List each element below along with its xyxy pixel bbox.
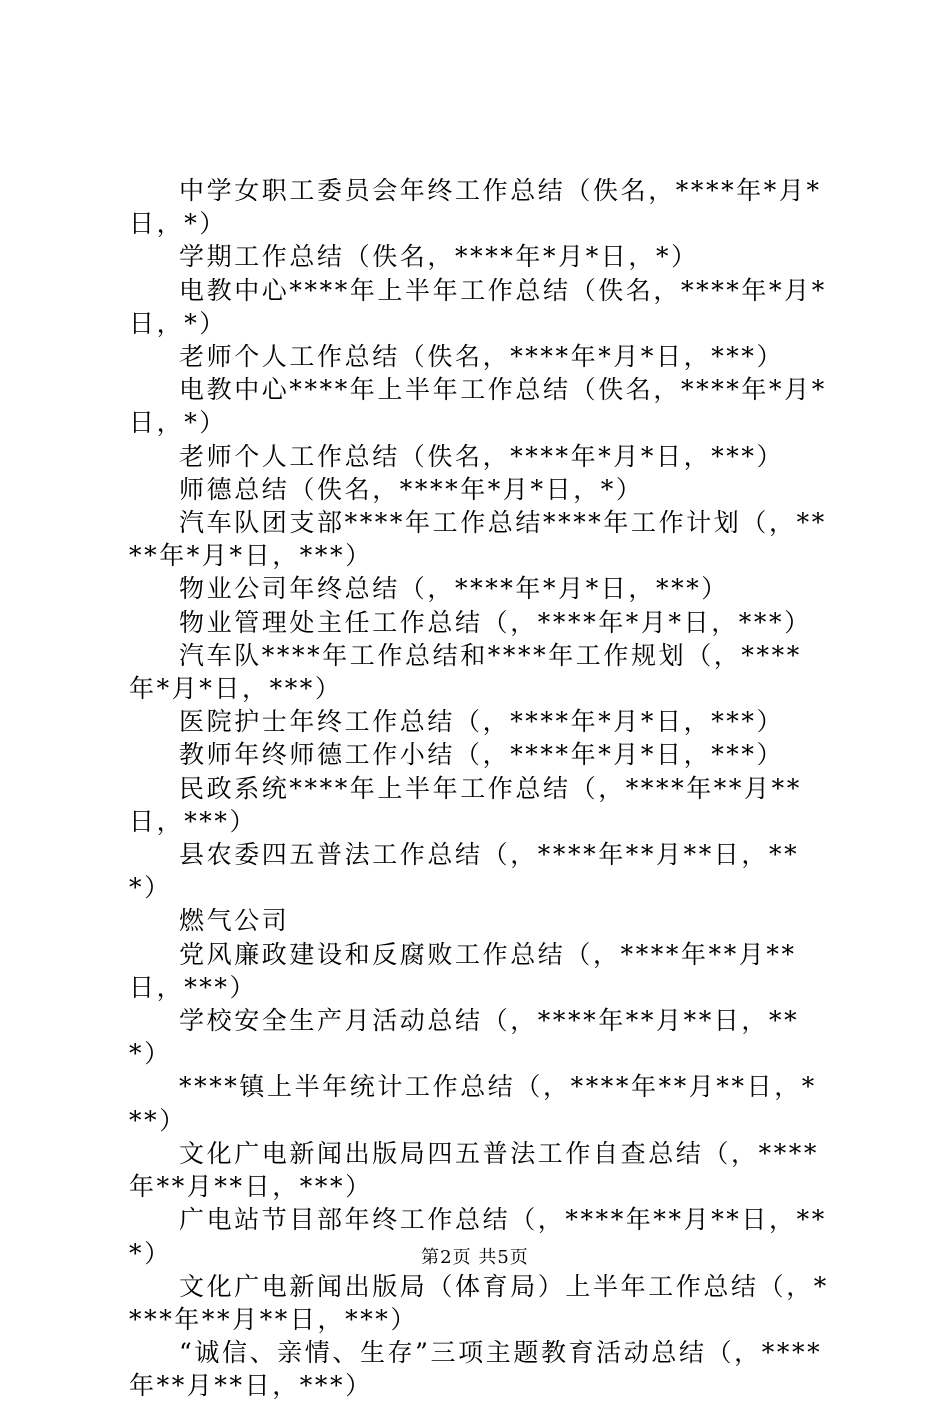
list-item: 学期工作总结（佚名，****年*月*日，*）	[179, 242, 699, 272]
list-item: 医院护士年终工作总结（，****年*月*日，***）	[179, 707, 785, 737]
list-item: 县农委四五普法工作总结（，****年**月**日，***）	[129, 840, 800, 903]
list-item: “诚信、亲情、生存”三项主题教育活动总结（，****年**月**日，***）	[129, 1338, 823, 1401]
list-item: 民政系统****年上半年工作总结（，****年**月**日，***）	[129, 773, 802, 836]
list-item: 中学女职工委员会年终工作总结（佚名，****年*月*日，*）	[129, 176, 822, 239]
list-item: ****镇上半年统计工作总结（，****年**月**日，***）	[129, 1072, 817, 1135]
list-item: 燃气公司	[179, 906, 290, 936]
list-item: 师德总结（佚名，****年*月*日，*）	[179, 474, 644, 504]
list-item: 物业公司年终总结（，****年*月*日，***）	[179, 574, 729, 604]
list-item: 文化广电新闻出版局四五普法工作自查总结（，****年**月**日，***）	[129, 1138, 820, 1202]
list-item: 老师个人工作总结（佚名，****年*月*日，***）	[179, 441, 785, 471]
list-item: 教师年终师德工作小结（，****年*月*日，***）	[179, 740, 785, 770]
list-item: 电教中心****年上半年工作总结（佚名，****年*月*日，*）	[129, 275, 827, 338]
list-item: 广电站节目部年终工作总结（，****年**月**日，***）	[129, 1205, 827, 1268]
list-item: 汽车队团支部****年工作总结****年工作计划（，****年*月*日，***）	[129, 508, 827, 571]
list-item: 老师个人工作总结（佚名，****年*月*日，***）	[179, 342, 785, 372]
list-item: 电教中心****年上半年工作总结（佚名，****年*月*日，*）	[129, 375, 827, 438]
list-item: 党风廉政建设和反腐败工作总结（，****年**月**日，***）	[129, 939, 797, 1002]
list-item: 学校安全生产月活动总结（，****年**月**日，***）	[129, 1006, 800, 1069]
list-item: 汽车队****年工作总结和****年工作规划（，****年*月*日，***）	[129, 640, 802, 704]
list-item: 文化广电新闻出版局（体育局）上半年工作总结（，****年**月**日，***）	[129, 1271, 829, 1334]
summary-list	[129, 174, 829, 1403]
list-item: 物业管理处主任工作总结（，****年*月*日，***）	[179, 607, 812, 637]
page-number-footer: 第2页 共5页	[421, 1247, 529, 1268]
